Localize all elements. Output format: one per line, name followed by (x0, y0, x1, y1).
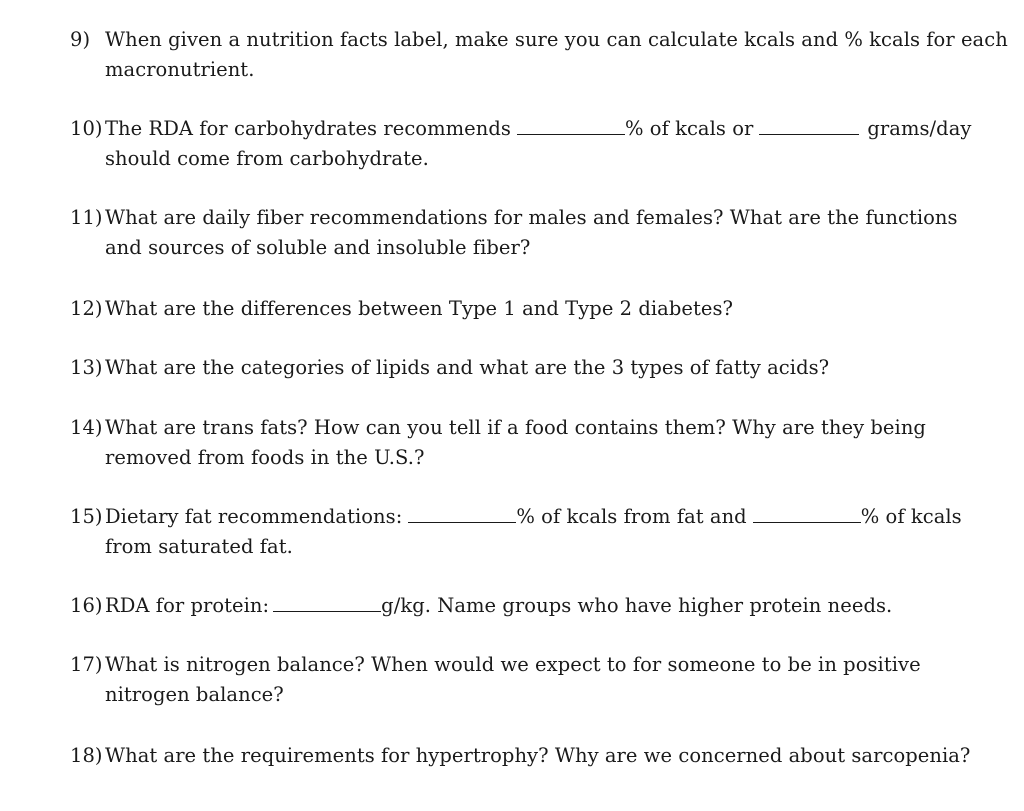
question-number: 13) (70, 356, 103, 379)
question-number: 11) (70, 206, 103, 229)
question-16 (70, 591, 990, 621)
question-text: What are daily fiber recommendations for males and females? What are the functions (105, 206, 958, 229)
question-text: What are trans fats? How can you tell if a food contains them? Why are they being (105, 416, 926, 439)
question-text: What is nitrogen balance? When would we expect to for someone to be in positive (105, 653, 921, 676)
blank-saturated-fat-percent[interactable] (753, 502, 861, 523)
question-9-line1 (70, 28, 1008, 51)
blank-carb-percent[interactable] (517, 114, 625, 135)
question-14 (70, 413, 990, 473)
question-12-line1 (70, 297, 733, 320)
question-text: % of kcals or (624, 117, 754, 140)
question-10 (70, 114, 990, 174)
question-text: % of kcals from fat and (516, 505, 747, 528)
question-text: What are the differences between Type 1 and Type 2 diabetes? (105, 297, 734, 320)
question-18 (70, 741, 990, 771)
question-13 (70, 353, 990, 383)
question-number: 12) (70, 297, 103, 320)
question-text: % of kcals (860, 505, 962, 528)
question-text: What are the categories of lipids and what are the 3 types of fatty acids? (105, 356, 830, 379)
question-text: grams/day (867, 117, 972, 140)
question-14-line2: removed from foods in the U.S.? (105, 446, 425, 469)
question-15 (70, 502, 990, 562)
question-10-line1 (70, 117, 971, 140)
question-13-line1 (70, 356, 829, 379)
question-text: The RDA for carbohydrates recommends (105, 117, 511, 140)
question-17-line1 (70, 653, 921, 676)
question-11-line2: and sources of soluble and insoluble fiber? (105, 236, 531, 259)
question-number: 18) (70, 744, 103, 767)
question-17-line2: nitrogen balance? (105, 683, 284, 706)
question-number: 16) (70, 594, 103, 617)
question-number: 10) (70, 117, 103, 140)
question-10-line2: should come from carbohydrate. (105, 147, 429, 170)
question-number: 17) (70, 653, 103, 676)
blank-carb-grams[interactable] (759, 114, 859, 135)
question-9 (70, 25, 1008, 85)
question-11 (70, 203, 990, 263)
question-text: When given a nutrition facts label, make sure you can calculate kcals and % kcals for each (105, 28, 1008, 51)
question-16-line1 (70, 594, 892, 617)
question-number: 14) (70, 416, 103, 439)
question-12 (70, 294, 990, 324)
question-text: g/kg. Name groups who have higher protein needs. (381, 594, 893, 617)
question-number: 15) (70, 505, 103, 528)
question-18-line1 (70, 744, 970, 767)
question-14-line1 (70, 416, 926, 439)
question-17 (70, 650, 990, 710)
question-text: RDA for protein: (105, 594, 270, 617)
question-text: Dietary fat recommendations: (105, 505, 403, 528)
blank-protein-rda[interactable] (273, 591, 381, 612)
question-15-line2: from saturated fat. (105, 535, 293, 558)
question-11-line1 (70, 206, 958, 229)
question-number: 9) (70, 28, 91, 51)
question-15-line1 (70, 505, 962, 528)
question-9-line2: macronutrient. (105, 58, 255, 81)
blank-fat-percent[interactable] (408, 502, 516, 523)
question-text: What are the requirements for hypertrophy? Why are we concerned about sarcopenia? (105, 744, 971, 767)
